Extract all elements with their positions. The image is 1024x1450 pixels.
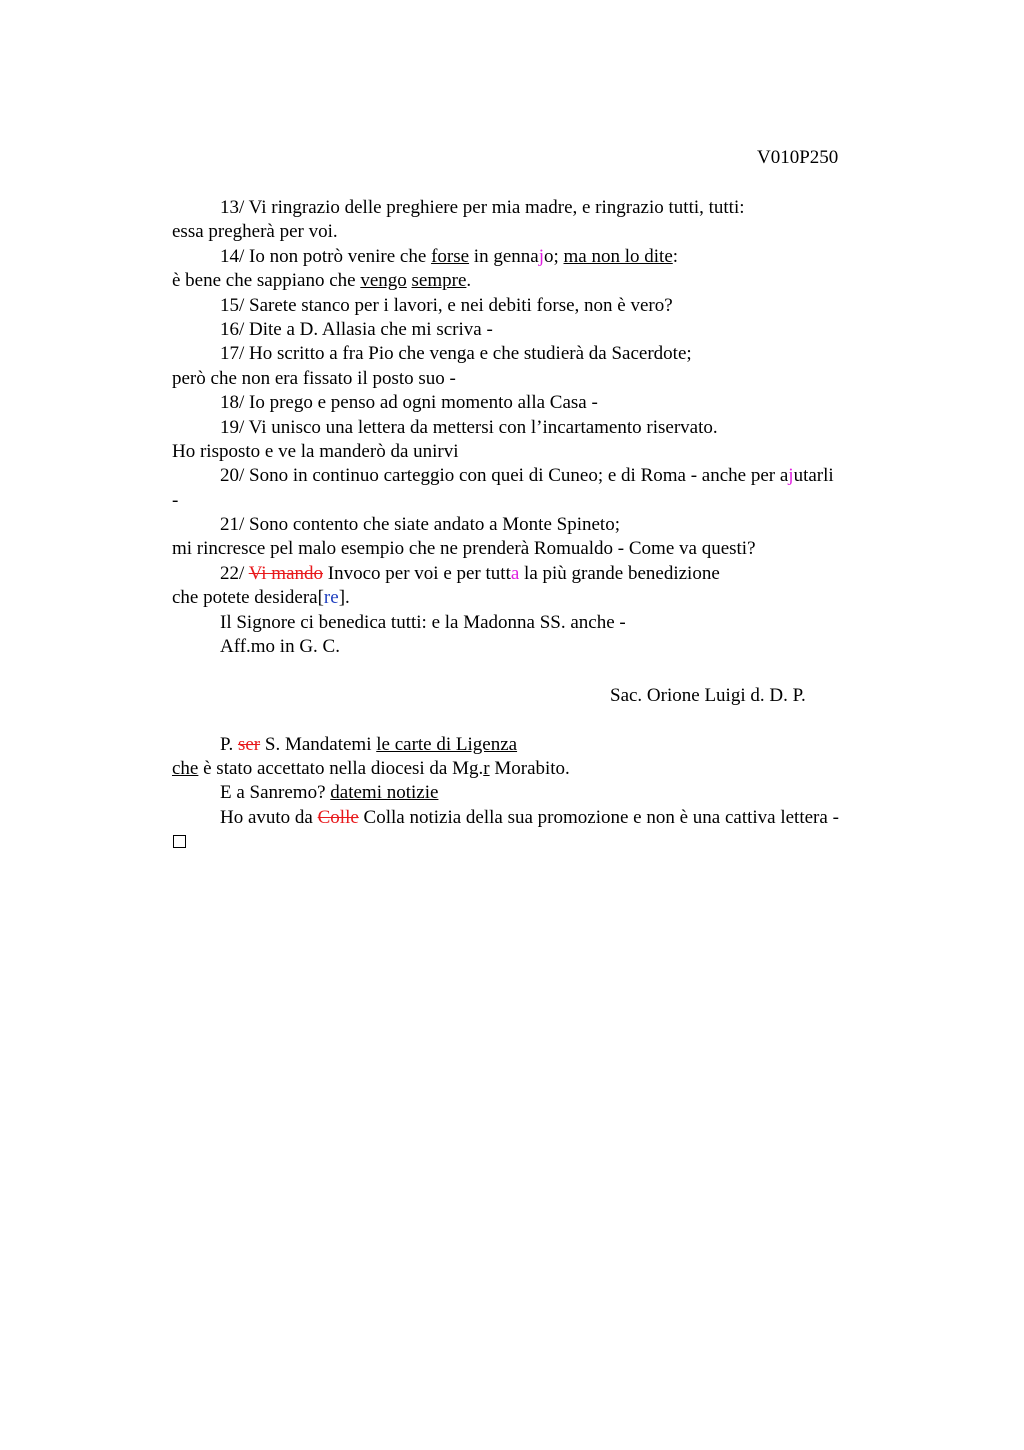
letter-body [172, 196, 912, 855]
paragraph-22-line-1 [172, 562, 912, 586]
text: 17/ Ho scritto a fra Pio che venga e che studierà da Sacerdote; [220, 343, 692, 365]
editorial-insertion: re [323, 587, 339, 609]
text: utarli [793, 465, 834, 487]
paragraph-16 [172, 318, 912, 342]
text: Ho avuto da [220, 806, 318, 828]
deleted-text: ser [237, 733, 261, 755]
text: però che non era fissato il posto suo - [172, 367, 456, 389]
paragraph-20-line-2 [172, 489, 912, 513]
text: essa pregherà per voi. [172, 221, 338, 243]
text: E a Sanremo? [220, 782, 331, 804]
text: 16/ Dite a D. Allasia che mi scriva - [220, 318, 493, 340]
text: è bene che sappiano che [172, 270, 361, 292]
text: o; [543, 245, 564, 267]
paragraph-13-line-1 [172, 196, 912, 220]
paragraph-17-line-2 [172, 367, 912, 391]
text: è stato accettato nella diocesi da Mg. [198, 757, 484, 779]
spacer [172, 659, 912, 683]
postscript-line-3 [172, 781, 912, 805]
text: 14/ Io non potrò venire che [220, 245, 432, 267]
signature [172, 684, 912, 708]
postscript-line-4 [172, 806, 912, 830]
inserted-letter: j [788, 465, 794, 487]
underlined-text: sempre [411, 270, 467, 292]
paragraph-13-line-2 [172, 220, 912, 244]
underlined-text: r [483, 757, 490, 779]
text: Il Signore ci benedica tutti: e la Madonna SS. anche - [220, 611, 626, 633]
deleted-text: Vi mando [248, 562, 324, 584]
postscript-line-2 [172, 757, 912, 781]
paragraph-22-line-2 [172, 586, 912, 610]
text: che potete desidera[ [172, 587, 324, 609]
underlined-text: ma non lo dite [563, 245, 673, 267]
text: : [672, 245, 679, 267]
deleted-text: Colle [317, 806, 359, 828]
text: la più grande benedizione [519, 562, 720, 584]
text: Aff.mo in G. C. [220, 636, 340, 658]
underlined-text: vengo [360, 270, 407, 292]
text: 21/ Sono contento che siate andato a Monte Spineto; [220, 514, 620, 536]
text: mi rincresce pel malo esempio che ne prenderà Romualdo - Come va questi? [172, 538, 756, 560]
text: - [172, 489, 179, 511]
closing-line [172, 635, 912, 659]
text: ]. [338, 587, 350, 609]
paragraph-21-line-2 [172, 537, 912, 561]
text: Invoco per voi e per tutt [323, 562, 511, 584]
paragraph-17-line-1 [172, 342, 912, 366]
text: Sac. Orione Luigi d. D. P. [610, 684, 806, 706]
text: Ho risposto e ve la manderò da unirvi [172, 440, 459, 462]
paragraph-21-line-1 [172, 513, 912, 537]
text: 20/ Sono in continuo carteggio con quei di Cuneo; e di Roma - anche per a [220, 465, 789, 487]
paragraph-19-line-2 [172, 440, 912, 464]
underlined-text: datemi notizie [330, 782, 439, 804]
spacer [172, 708, 912, 732]
underlined-text: le carte di Ligenza [376, 733, 518, 755]
text: Morabito. [489, 757, 570, 779]
postscript-line-1 [172, 733, 912, 757]
paragraph-14-line-1 [172, 245, 912, 269]
paragraph-19-line-1 [172, 416, 912, 440]
text: 18/ Io prego e penso ad ogni momento alla Casa - [220, 392, 598, 414]
text: 22/ [220, 562, 249, 584]
text: in genna [469, 245, 539, 267]
text: Colla notizia della sua promozione e non è una cattiva lettera - [358, 806, 839, 828]
underlined-text: che [172, 757, 199, 779]
end-marker-line [172, 830, 912, 854]
paragraph-15 [172, 294, 912, 318]
page-identifier: V010P250 [757, 147, 839, 168]
text: 15/ Sarete stanco per i lavori, e nei debiti forse, non è vero? [220, 294, 673, 316]
text: S. Mandatemi [260, 733, 377, 755]
paragraph-14-line-2 [172, 269, 912, 293]
paragraph-18 [172, 391, 912, 415]
text: . [466, 270, 472, 292]
inserted-letter: a [510, 562, 520, 584]
blessing-line [172, 611, 912, 635]
paragraph-20-line-1 [172, 464, 912, 488]
text: 19/ Vi unisco una lettera da mettersi con l’incartamento riservato. [220, 416, 718, 438]
square-box-icon [173, 835, 186, 848]
inserted-letter: j [538, 245, 544, 267]
text: P. [220, 733, 238, 755]
underlined-text: forse [431, 245, 470, 267]
text: 13/ Vi ringrazio delle preghiere per mia madre, e ringrazio tutti, tutti: [220, 197, 745, 218]
